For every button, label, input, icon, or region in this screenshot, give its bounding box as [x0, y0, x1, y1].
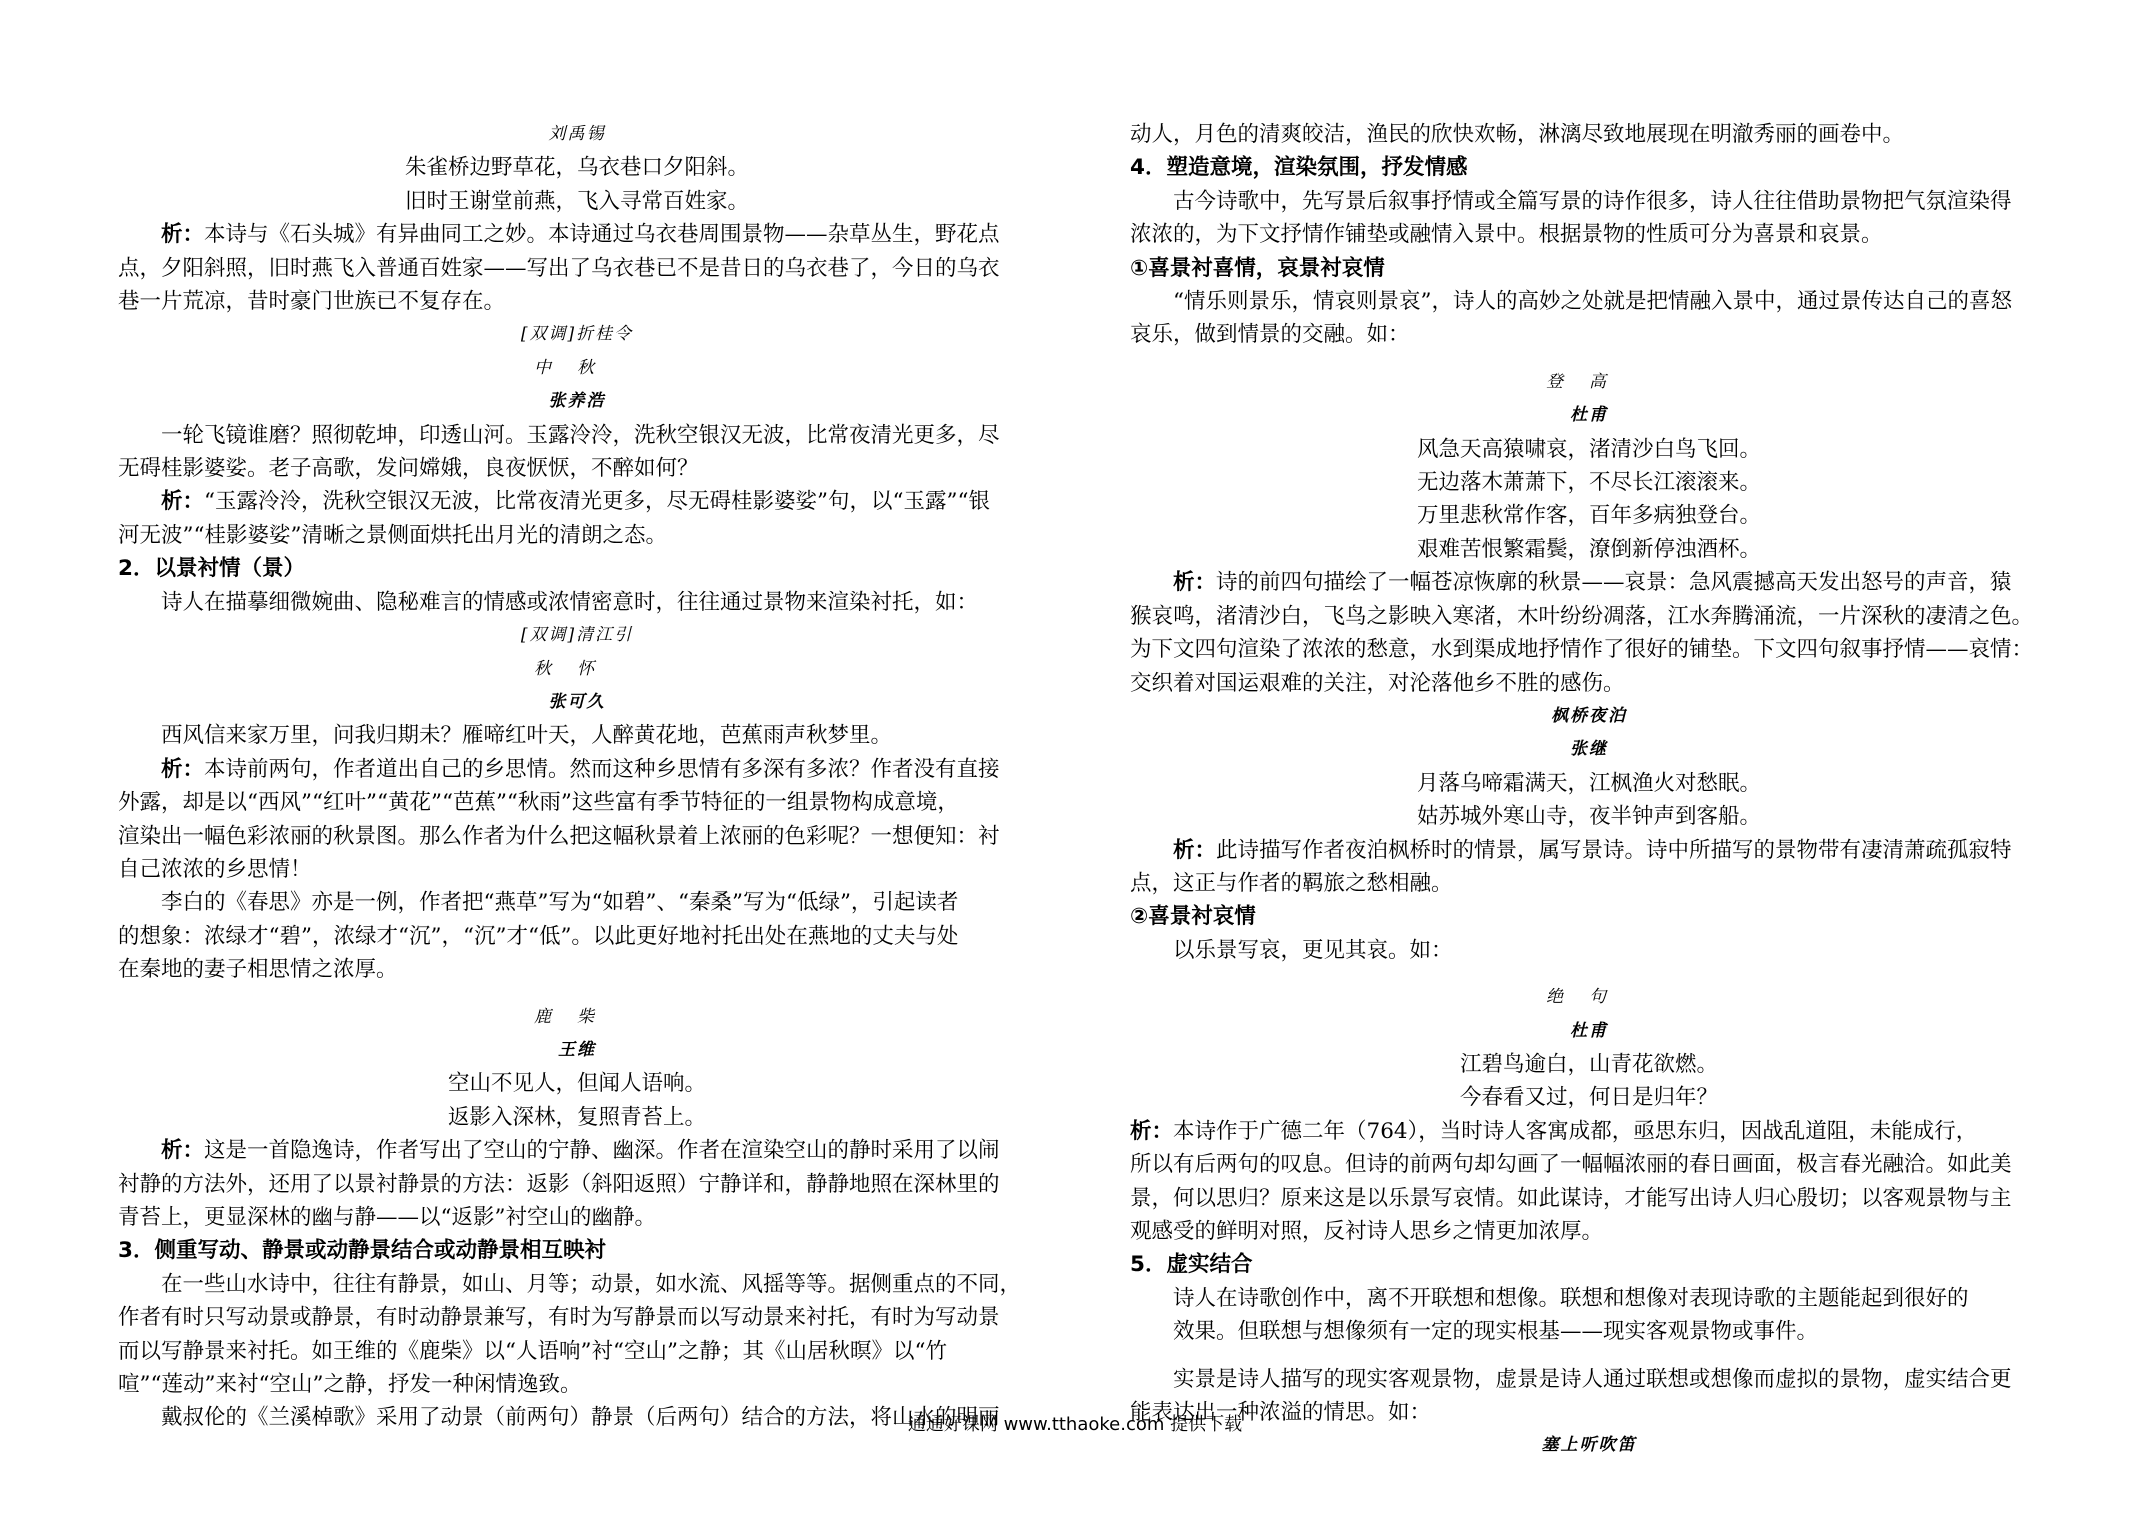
analysis-text: 本诗与《石头城》有异曲同工之妙。本诗通过乌衣巷周围景物——杂草丛生，野花点 [204, 222, 1000, 248]
paragraph-line: 作者有时只写动景或静景，有时动静景兼写，有时为写静景而以写动景来衬托，有时为写动景 [118, 1305, 1000, 1331]
poem-title: 登高 [1546, 371, 1632, 392]
analysis-line [118, 1134, 1036, 1167]
paragraph-line: 诗人在描摹细微婉曲、隐秘难言的情感或浓情密意时，往往通过景物来渲染衬托，如： [161, 589, 979, 615]
analysis-text: 诗的前四句描绘了一幅苍凉恢廓的秋景——哀景：急风震撼高天发出怒号的声音，猿 [1216, 570, 2012, 596]
poem-author: 张继 [1570, 739, 1608, 760]
analysis-label: 析： [161, 756, 205, 782]
analysis-line: 渲染出一幅色彩浓丽的秋景图。那么作者为什么把这幅秋景着上浓丽的色彩呢？一想便知：衬 [118, 823, 1000, 849]
paragraph-line: 哀乐，做到情景的交融。如： [1130, 322, 1410, 348]
analysis-line: 点，夕阳斜照，旧时燕飞入普通百姓家——写出了乌衣巷已不是昔日的乌衣巷了，今日的乌衣 [118, 255, 1000, 281]
paragraph-line: “情乐则景乐，情哀则景哀”，诗人的高妙之处就是把情融入景中，通过景传达自己的喜怒 [1173, 289, 2012, 315]
poem-line: 今春看又过，何日是归年？ [1459, 1085, 1718, 1111]
paragraph-line: 动人，月色的清爽皎洁，渔民的欣快欢畅，淋漓尽致地展现在明澈秀丽的画卷中。 [1130, 122, 1905, 147]
paragraph-line: 戴叔伦的《兰溪棹歌》采用了动景（前两句）静景（后两句）结合的方法，将山水的明丽 [161, 1405, 1000, 1431]
poem-title: 中秋 [534, 357, 620, 378]
analysis-label: 析： [1130, 1118, 1174, 1144]
poem-line: 无边落木萧萧下，不尽长江滚滚来。 [1416, 470, 1761, 496]
page-footer: 通通好课网 www.tthaoke.com 提供下载 [907, 1414, 1243, 1435]
analysis-line: 所以有后两句的叹息。但诗的前两句却勾画了一幅幅浓丽的春日画面，极言春光融洽。如此美 [1130, 1152, 2012, 1178]
poem-title: 绝句 [1546, 987, 1632, 1008]
analysis-line [118, 218, 1036, 251]
analysis-line [1130, 834, 2048, 867]
spacer [1130, 1349, 2048, 1363]
poem-line: 月落乌啼霜满天，江枫渔火对愁眠。 [1416, 770, 1761, 796]
poem-line: 朱雀桥边野草花，乌衣巷口夕阳斜。 [404, 155, 749, 181]
analysis-label: 析： [161, 489, 205, 515]
poem-author: 杜甫 [1570, 405, 1608, 426]
paragraph-line: 效果。但联想与想像须有一定的现实根基——现实客观景物或事件。 [1173, 1319, 1819, 1345]
poem-line: 返影入深林，复照青苔上。 [447, 1104, 706, 1130]
analysis-line: 观感受的鲜明对照，反衬诗人思乡之情更加浓厚。 [1130, 1219, 1604, 1244]
paragraph-line: 喧”“莲动”来衬“空山”之静，抒发一种闲情逸致。 [118, 1372, 582, 1398]
poem-title: 塞上听吹笛 [1541, 1435, 1637, 1456]
spacer [1130, 352, 2048, 366]
section-heading: 3．侧重写动、静景或动静景结合或动静景相互映衬 [118, 1238, 606, 1264]
poem-tune: [双调]清江引 [520, 625, 634, 646]
poem-author: 张可久 [548, 691, 606, 712]
poem-title: 秋怀 [534, 658, 620, 679]
analysis-label: 析： [161, 1138, 205, 1164]
paragraph-line: 而以写静景来衬托。如王维的《鹿柴》以“人语响”衬“空山”之静；其《山居秋暝》以“竹 [118, 1338, 947, 1364]
paragraph-line: 古今诗歌中，先写景后叙事抒情或全篇写景的诗作很多，诗人往往借助景物把气氛渲染得 [1173, 188, 2012, 214]
analysis-label: 析： [1173, 570, 1217, 596]
poem-line: 旧时王谢堂前燕，飞入寻常百姓家。 [404, 188, 749, 214]
poem-author: 刘禹锡 [548, 124, 606, 144]
analysis-text: 本诗作于广德二年（764），当时诗人客寓成都，亟思东归，因战乱道阻，未能成行， [1173, 1118, 1978, 1144]
poem-author: 王维 [558, 1039, 596, 1060]
poem-title: 枫桥夜泊 [1551, 705, 1627, 726]
analysis-text: “玉露泠泠，洗秋空银汉无波，比常夜清光更多，尽无碍桂影婆娑”句，以“玉露”“银 [204, 489, 990, 515]
section-heading: 2．以景衬情（景） [118, 556, 305, 582]
poem-line: 空山不见人，但闻人语响。 [447, 1071, 706, 1097]
section-heading: 4．塑造意境，渲染氛围，抒发情感 [1130, 155, 1468, 181]
analysis-line [118, 753, 1036, 786]
poem-body: 无碍桂影婆娑。老子高歌，发问嫦娥，良夜恹恹，不醉如何？ [118, 456, 699, 482]
analysis-line: 交织着对国运艰难的关注，对沦落他乡不胜的感伤。 [1130, 670, 1625, 696]
paragraph-line: 浓浓的，为下文抒情作铺垫或融情入景中。根据景物的性质可分为喜景和哀景。 [1130, 222, 1883, 248]
analysis-label: 析： [1173, 837, 1217, 863]
analysis-line: 外露，却是以“西风”“红叶”“黄花”“芭蕉”“秋雨”这些富有季节特征的一组景物构成意境， [118, 790, 959, 816]
poem-author: 杜甫 [1570, 1020, 1608, 1041]
poem-line: 风急天高猿啸哀，渚清沙白鸟飞回。 [1416, 436, 1761, 462]
analysis-line: 为下文四句渲染了浓浓的愁意，水到渠成地抒情作了很好的铺垫。下文四句叙事抒情——哀情： [1130, 637, 2034, 663]
paragraph-line: 的想象：浓绿才“碧”，浓绿才“沉”，“沉”才“低”。以此更好地衬托出处在燕地的丈夫与处 [118, 923, 959, 949]
section-heading: 5．虚实结合 [1130, 1252, 1253, 1278]
poem-author: 张养浩 [548, 391, 606, 412]
analysis-line: 点，这正与作者的羁旅之愁相融。 [1130, 870, 1453, 896]
paragraph-line: 在一些山水诗中，往往有静景，如山、月等；动景，如水流、风摇等等。据侧重点的不同， [161, 1271, 1022, 1297]
analysis-line [118, 485, 1036, 518]
poem-body: 一轮飞镜谁磨？照彻乾坤，印透山河。玉露泠泠，洗秋空银汉无波，比常夜清光更多，尽 [161, 422, 1000, 448]
analysis-line: 青苔上，更显深林的幽与静——以“返影”衬空山的幽静。 [118, 1205, 656, 1230]
analysis-line: 衬静的方法外，还用了以景衬静景的方法：返影（斜阳返照）宁静详和，静静地照在深林里的 [118, 1171, 1000, 1197]
subsection-heading: ①喜景衬喜情，哀景衬哀情 [1130, 255, 1385, 281]
poem-line: 江碧鸟逾白，山青花欲燃。 [1459, 1051, 1718, 1077]
analysis-line: 河无波”“桂影婆娑”清晰之景侧面烘托出月光的清朗之态。 [118, 522, 667, 548]
analysis-line [1130, 566, 2048, 599]
spacer [1130, 967, 2048, 981]
poem-line: 姑苏城外寒山寺，夜半钟声到客船。 [1416, 804, 1761, 830]
analysis-line: 景，何以思归？原来这是以乐景写哀情。如此谋诗，才能写出诗人归心殷切；以客观景物与主 [1130, 1185, 2012, 1211]
analysis-text: 此诗描写作者夜泊枫桥时的情景，属写景诗。诗中所描写的景物带有凄清萧疏孤寂特 [1216, 837, 2012, 863]
left-column [118, 118, 1036, 1435]
paragraph-line: 实景是诗人描写的现实客观景物，虚景是诗人通过联想或想像而虚拟的景物，虚实结合更 [1173, 1366, 2012, 1392]
subsection-heading: ②喜景衬哀情 [1130, 904, 1256, 930]
poem-title: 鹿柴 [534, 1006, 620, 1027]
poem-body: 西风信来家万里，问我归期未？雁啼红叶天，人醉黄花地，芭蕉雨声秋梦里。 [161, 723, 893, 749]
analysis-line [1130, 1115, 2048, 1148]
analysis-line: 巷一片荒凉，昔时豪门世族已不复存在。 [118, 289, 506, 315]
analysis-text: 本诗前两句，作者道出自己的乡思情。然而这种乡思情有多深有多浓？作者没有直接 [204, 756, 1000, 782]
paragraph-line: 在秦地的妻子相思情之浓厚。 [118, 957, 398, 983]
poem-line: 艰难苦恨繁霜鬓，潦倒新停浊酒杯。 [1416, 536, 1761, 562]
analysis-line: 自己浓浓的乡思情！ [118, 856, 312, 882]
right-column [1130, 118, 2048, 1463]
poem-line: 万里悲秋常作客，百年多病独登台。 [1416, 503, 1761, 529]
analysis-line: 猴哀鸣，渚清沙白，飞鸟之影映入寒渚，木叶纷纷凋落，江水奔腾涌流，一片深秋的凄清之色。 [1130, 603, 2034, 629]
paragraph-line: 李白的《春思》亦是一例，作者把“燕草”写为“如碧”、“秦桑”写为“低绿”，引起读者 [161, 890, 959, 916]
analysis-label: 析： [161, 222, 205, 248]
paragraph-line: 以乐景写哀，更见其哀。如： [1173, 937, 1453, 963]
analysis-text: 这是一首隐逸诗，作者写出了空山的宁静、幽深。作者在渲染空山的静时采用了以闹 [204, 1138, 1000, 1164]
paragraph-line: 诗人在诗歌创作中，离不开联想和想像。联想和想像对表现诗歌的主题能起到很好的 [1173, 1285, 1969, 1311]
spacer [118, 987, 1036, 1001]
paragraph-line: 能表达出一种浓溢的情思。如： [1130, 1400, 1432, 1426]
poem-tune: [双调]折桂令 [520, 324, 634, 345]
